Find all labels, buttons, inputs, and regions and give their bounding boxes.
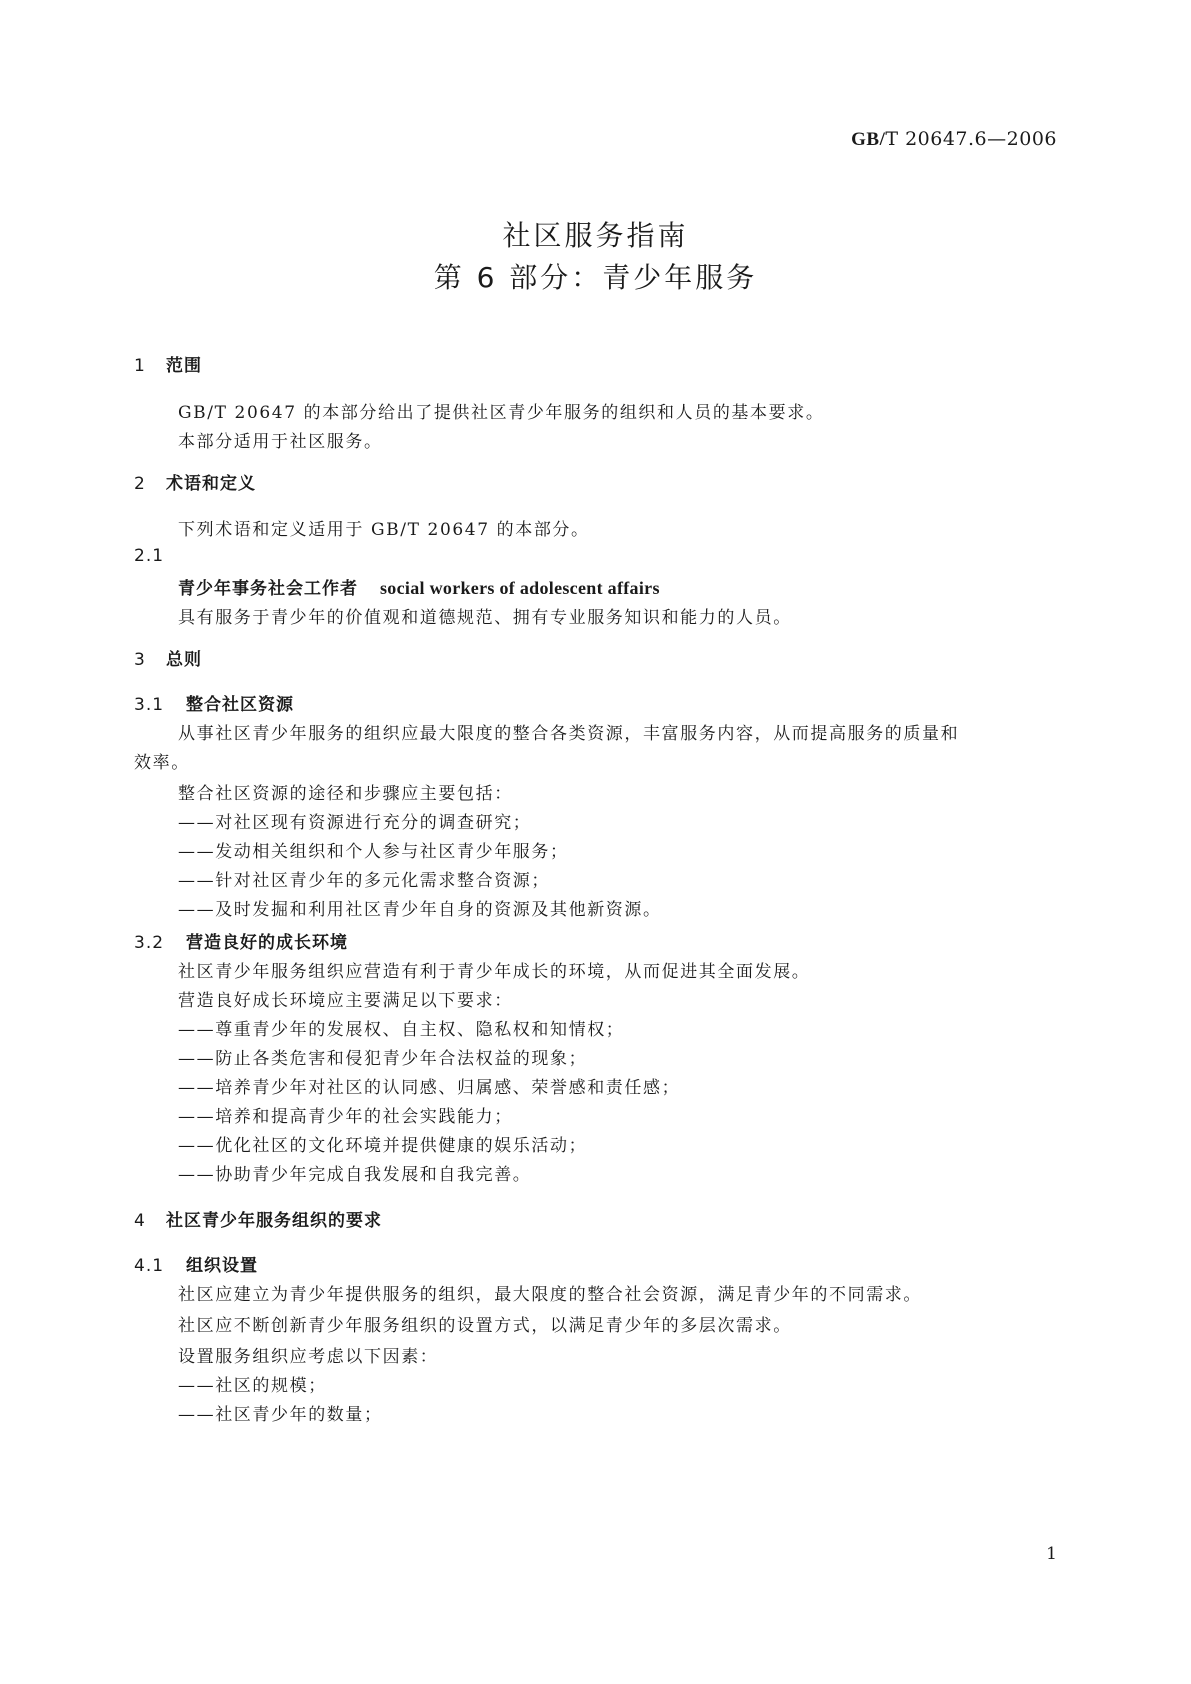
clause-3-1-paragraph-1-cont: 效率。 xyxy=(134,753,190,773)
list-item: ——优化社区的文化环境并提供健康的娱乐活动； xyxy=(178,1136,588,1156)
clause-2-1-number: 2.1 xyxy=(134,546,165,566)
section-1-paragraph-1: GB/T 20647 的本部分给出了提供社区青少年服务的组织和人员的基本要求。 xyxy=(178,403,825,423)
clause-4-1-paragraph-1: 社区应建立为青少年提供服务的组织，最大限度的整合社会资源，满足青少年的不同需求。 xyxy=(178,1285,922,1305)
list-item: ——培养和提高青少年的社会实践能力； xyxy=(178,1107,513,1127)
section-1-paragraph-2: 本部分适用于社区服务。 xyxy=(178,432,383,452)
term-entry: 青少年事务社会工作者 social workers of adolescent affairs xyxy=(178,578,660,599)
section-2-paragraph: 下列术语和定义适用于 GB/T 20647 的本部分。 xyxy=(178,520,590,540)
clause-4-1-heading: 4.1 组织设置 xyxy=(134,1256,258,1276)
list-item: ——社区青少年的数量； xyxy=(178,1405,383,1425)
section-3-heading: 3 总则 xyxy=(134,650,202,670)
section-4-heading: 4 社区青少年服务组织的要求 xyxy=(134,1211,382,1231)
list-item: ——防止各类危害和侵犯青少年合法权益的现象； xyxy=(178,1049,588,1069)
section-1-heading: 1 范围 xyxy=(134,356,202,376)
clause-4-1-paragraph-3: 设置服务组织应考虑以下因素： xyxy=(178,1347,439,1367)
clause-3-2-paragraph-2: 营造良好成长环境应主要满足以下要求： xyxy=(178,991,513,1011)
list-item: ——对社区现有资源进行充分的调查研究； xyxy=(178,813,532,833)
document-title: 社区服务指南 xyxy=(502,219,689,252)
clause-3-2-paragraph-1: 社区青少年服务组织应营造有利于青少年成长的环境，从而促进其全面发展。 xyxy=(178,962,811,982)
standard-code: GB/T 20647.6—2006 xyxy=(851,128,1057,150)
list-item: ——尊重青少年的发展权、自主权、隐私权和知情权； xyxy=(178,1020,625,1040)
list-item: ——培养青少年对社区的认同感、归属感、荣誉感和责任感； xyxy=(178,1078,681,1098)
list-item: ——及时发掘和利用社区青少年自身的资源及其他新资源。 xyxy=(178,900,662,920)
clause-3-2-heading: 3.2 营造良好的成长环境 xyxy=(134,933,348,953)
clause-3-1-paragraph-1: 从事社区青少年服务的组织应最大限度的整合各类资源，丰富服务内容，从而提高服务的质量和 xyxy=(178,724,960,744)
list-item: ——社区的规模； xyxy=(178,1376,327,1396)
document-subtitle: 第 6 部分：青少年服务 xyxy=(433,261,758,294)
term-definition: 具有服务于青少年的价值观和道德规范、拥有专业服务知识和能力的人员。 xyxy=(178,608,792,628)
clause-3-1-paragraph-2: 整合社区资源的途径和步骤应主要包括： xyxy=(178,784,513,804)
clause-3-1-heading: 3.1 整合社区资源 xyxy=(134,695,294,715)
clause-4-1-paragraph-2: 社区应不断创新青少年服务组织的设置方式，以满足青少年的多层次需求。 xyxy=(178,1316,792,1336)
section-2-heading: 2 术语和定义 xyxy=(134,474,256,494)
list-item: ——针对社区青少年的多元化需求整合资源； xyxy=(178,871,550,891)
list-item: ——发动相关组织和个人参与社区青少年服务； xyxy=(178,842,569,862)
page-number: 1 xyxy=(1046,1544,1057,1564)
list-item: ——协助青少年完成自我发展和自我完善。 xyxy=(178,1165,532,1185)
